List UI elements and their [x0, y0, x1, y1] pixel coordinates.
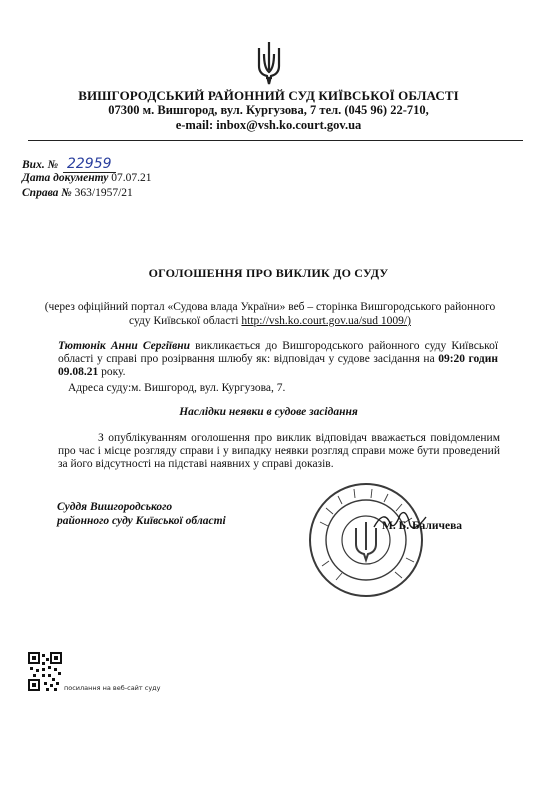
qr-footer-note: посилання на веб-сайт суду [64, 684, 161, 692]
year-word: року. [101, 366, 126, 378]
judge-title-line2: районного суду Київської області [57, 515, 226, 527]
judge-title-line1: Суддя Вишгородського [57, 501, 173, 513]
notice-title: ОГОЛОШЕННЯ ПРО ВИКЛИК ДО СУДУ [148, 266, 389, 280]
court-address-line: Адреса суду:м. Вишгород, вул. Кургузова, 7. [68, 382, 286, 394]
case-number-line [22, 187, 133, 199]
consequences-text: З опублікуванням оголошення про виклик відповідач вважається повідомленим про час і місце розгляду справи і у випадку неявки розгляд справи може бути проведений за його відсутності на підставі наявних у справі доказів. [58, 432, 500, 470]
consequences-title: Наслідки неявки в судове засідання [179, 406, 358, 418]
via-text: (через офіційний портал «Судова влада України» веб – сторінка Вишгородського районного суду Київської області [44, 301, 496, 327]
consequences-paragraph [58, 432, 500, 471]
court-name: ВИШГОРОДСЬКИЙ РАЙОННИЙ СУД КИЇВСЬКОЇ ОБЛАСТІ [78, 88, 459, 103]
case-label: Справа № [22, 187, 72, 199]
summons-text: викликається до Вишгородського районного суду Київської області у справі про розірвання шлюбу як: відповідач у судове засідання на [58, 340, 499, 365]
summoned-name: Тютюнік Анни Сергіївни [58, 340, 191, 352]
qr-code-icon[interactable] [28, 652, 62, 692]
court-seal-stamp [306, 480, 426, 600]
trident-emblem-icon [255, 40, 283, 86]
portal-link[interactable]: http://vsh.ko.court.gov.ua/sud 1009/) [241, 315, 411, 327]
court-email: e-mail: inbox@vsh.ko.court.gov.ua [175, 118, 362, 132]
summons-paragraph [58, 340, 498, 379]
judge-title [57, 500, 226, 528]
date-value: 07.07.21 [111, 172, 152, 184]
document-date-line [22, 172, 152, 184]
outgoing-number-line [22, 156, 116, 173]
case-value: 363/1957/21 [74, 187, 133, 199]
court-address: 07300 м. Вишгород, вул. Кургузова, 7 тел. (045 96) 22-710, [108, 103, 429, 117]
notice-via-portal [40, 300, 500, 328]
header-divider [28, 140, 523, 141]
date-label: Дата документу [22, 172, 109, 184]
judge-name: М. Б. Баличева [382, 520, 463, 532]
hearing-time: 09:20 годин 09.08.21 [58, 353, 498, 378]
outgoing-label: Вих. № [22, 159, 59, 171]
outgoing-number-handwritten: 22959 [63, 156, 116, 173]
